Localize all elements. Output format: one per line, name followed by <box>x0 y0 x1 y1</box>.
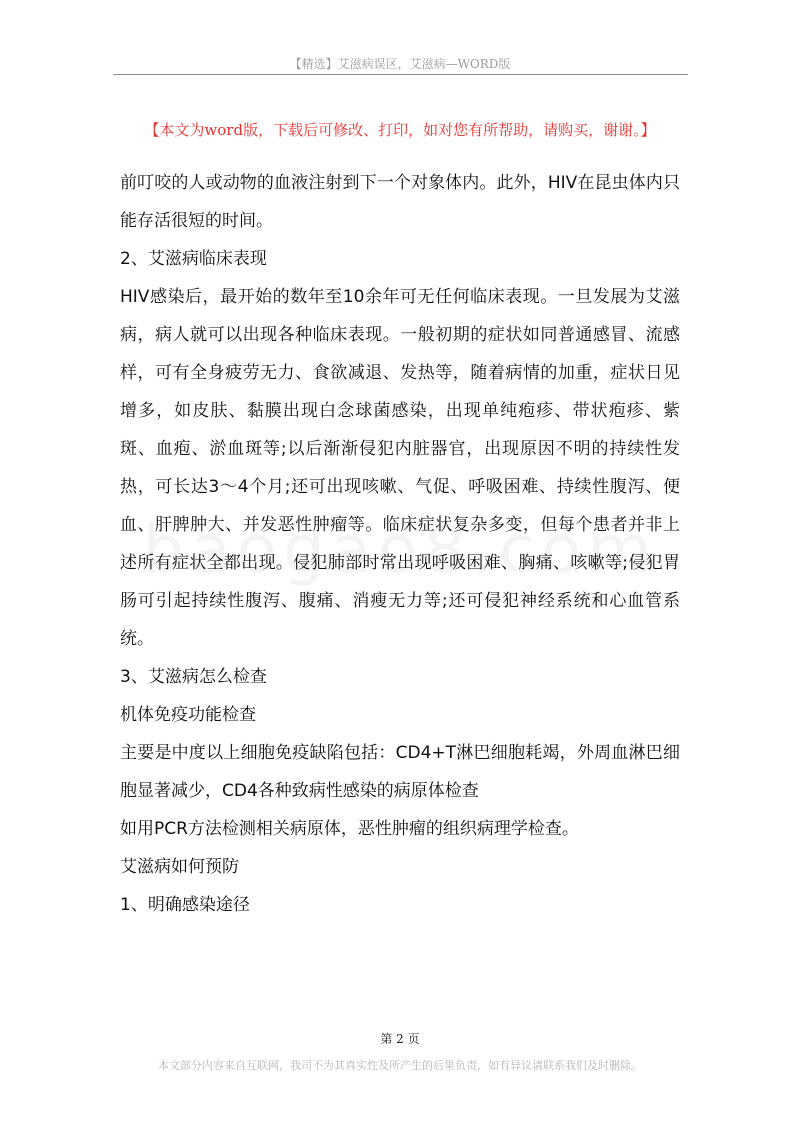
paragraph-clinical: HIV感染后，最开始的数年至10余年可无任何临床表现。一旦发展为艾滋病，病人就可以出现各种临床表现。一般初期的症状如同普通感冒、流感样，可有全身疲劳无力、食欲减退、发热等，随着病情的加重，症状日见增多，如皮肤、黏膜出现白念球菌感染，出现单纯疱疹、带状疱疹、紫斑、血疱、淤血斑等;以后渐渐侵犯内脏器官，出现原因不明的持续性发热，可长达3～4个月;还可出现咳嗽、气促、呼吸困难、持续性腹泻、便血、肝脾肿大、并发恶性肿瘤等。临床症状复杂多变，但每个患者并非上述所有症状全都出现。侵犯肺部时常出现呼吸困难、胸痛、咳嗽等;侵犯胃肠可引起持续性腹泻、腹痛、消瘦无力等;还可侵犯神经系统和心血管系统。 <box>120 287 680 649</box>
section-heading-prevention: 艾滋病如何预防 <box>120 857 239 877</box>
header-divider <box>113 74 688 75</box>
paragraph-immune-deficiency: 主要是中度以上细胞免疫缺陷包括：CD4+T淋巴细胞耗竭，外周血淋巴细胞显著减少，CD4各种致病性感染的病原体检查 <box>120 743 680 801</box>
subheading-infection-route: 1、明确感染途径 <box>120 895 250 915</box>
subheading-immune-test: 机体免疫功能检查 <box>120 705 256 725</box>
download-notice: 【本文为word版，下载后可修改、打印，如对您有所帮助，请购买，谢谢。】 <box>144 121 656 139</box>
section-heading-clinical: 2、艾滋病临床表现 <box>120 249 267 269</box>
page-header-title: 【精选】艾滋病误区，艾滋病—WORD版 <box>289 57 511 71</box>
paragraph-pcr: 如用PCR方法检测相关病原体，恶性肿瘤的组织病理学检查。 <box>120 819 579 839</box>
footer-disclaimer: 本文部分内容来自互联网，我司不为其真实性及所产生的后果负责，如有异议请联系我们及时删除。 <box>158 1059 642 1072</box>
paragraph-continuation: 前叮咬的人或动物的血液注射到下一个对象体内。此外，HIV在昆虫体内只能存活很短的时间。 <box>120 173 680 231</box>
page-number: 第 2 页 <box>380 1032 420 1046</box>
document-body <box>120 164 680 924</box>
section-heading-examination: 3、艾滋病怎么检查 <box>120 667 267 687</box>
